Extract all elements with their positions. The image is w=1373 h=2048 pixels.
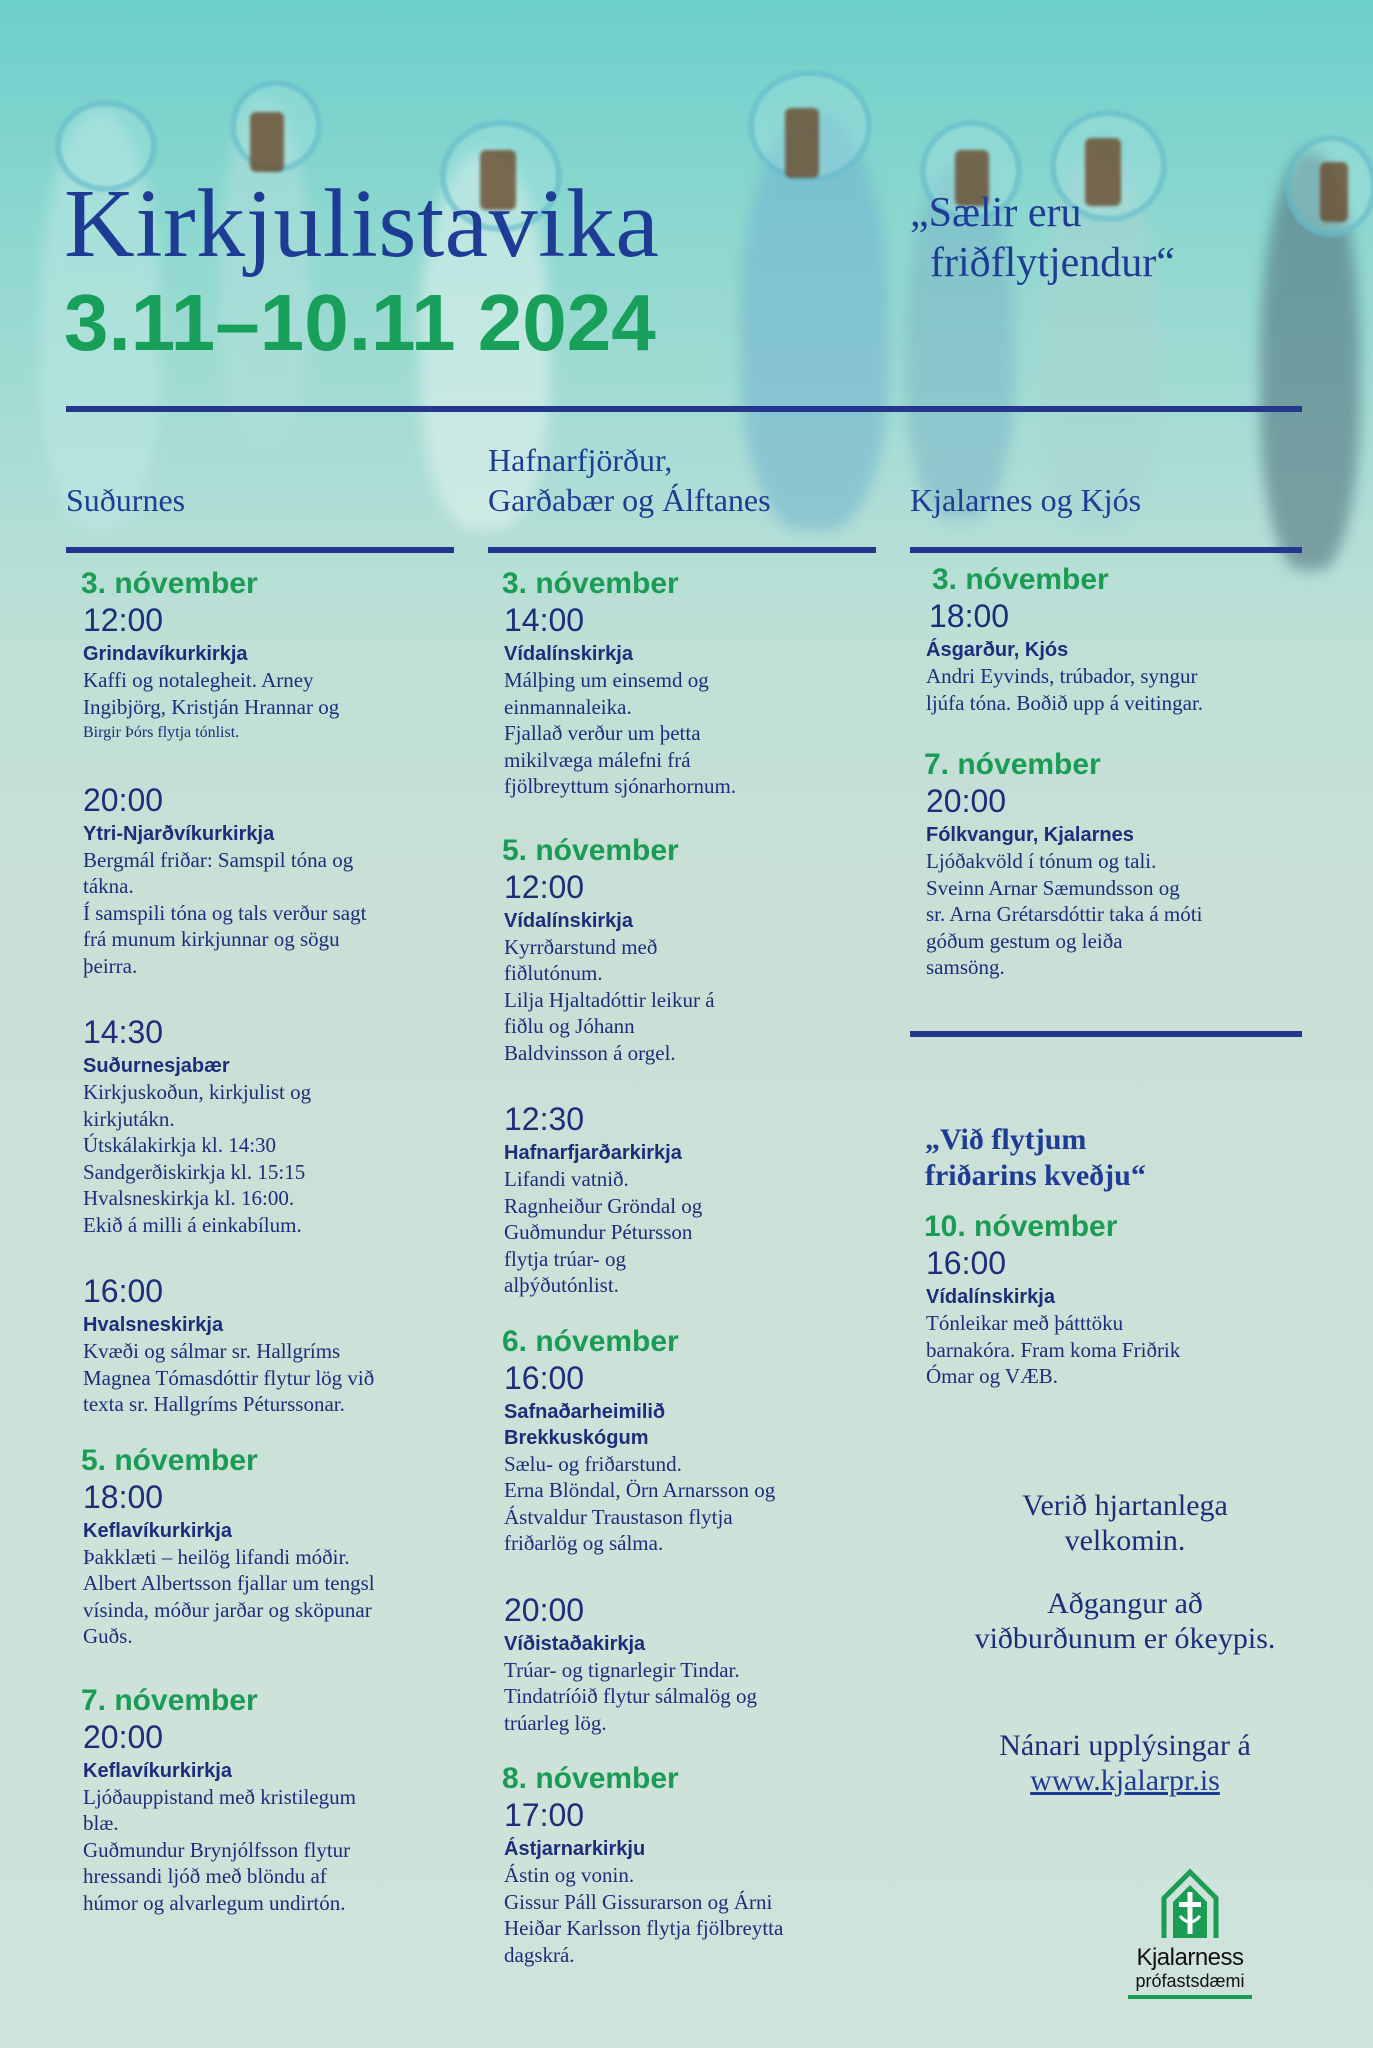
event-place: Safnaðarheimilið Brekkuskógum bbox=[504, 1400, 666, 1449]
event-day: 3. nóvember bbox=[81, 567, 258, 600]
event-time: 20:00 bbox=[83, 1718, 164, 1755]
event-time: 16:00 bbox=[504, 1359, 585, 1396]
event-time: 12:00 bbox=[83, 602, 164, 638]
event-item bbox=[83, 1684, 463, 1917]
event-description: Sælu- og friðarstund. Erna Blöndal, Örn Arnarsson og Ástvaldur Traustason flytja friðarlög og sálma. bbox=[504, 1451, 776, 1555]
event-item bbox=[926, 563, 1326, 716]
event-description: Málþing um einsemd og einmannaleika. Fjallað verður um þetta mikilvæga málefni frá fjölbreyttum sjónarhornum. bbox=[504, 668, 737, 798]
event-day: 5. nóvember bbox=[81, 1443, 258, 1477]
event-item bbox=[83, 1272, 463, 1418]
event-time: 18:00 bbox=[929, 598, 1010, 634]
event-place: Víðistaðakirkja bbox=[504, 1632, 646, 1655]
welcome-line: Verið hjartanlega bbox=[1022, 1489, 1228, 1522]
event-description: Kyrrðarstund með fiðlutónum. Lilja Hjaltadóttir leikur á fiðlu og Jóhann Baldvinsson á orgel. bbox=[504, 934, 715, 1065]
column-heading-line: Garðabær og Álftanes bbox=[488, 482, 771, 518]
event-description: Birgir Þórs flytja tónlist. bbox=[83, 724, 240, 741]
event-item bbox=[83, 1013, 463, 1238]
quote-line: „Við flytjum bbox=[925, 1123, 1087, 1156]
event-description: Lifandi vatnið. Ragnheiður Gröndal og Guðmundur Pétursson flytja trúar- og alþýðutónlist. bbox=[504, 1167, 703, 1297]
event-day: 8. nóvember bbox=[502, 1762, 679, 1795]
event-place: Suðurnesjabær bbox=[83, 1055, 230, 1077]
free-admission-line: viðburðunum er ókeypis. bbox=[974, 1622, 1276, 1655]
website-link[interactable]: www.kjalarpr.is bbox=[1030, 1764, 1220, 1797]
church-cross-icon bbox=[1160, 1868, 1220, 1940]
event-place: Ásgarður, Kjós bbox=[926, 639, 1069, 661]
divider bbox=[66, 547, 454, 553]
event-day: 5. nóvember bbox=[502, 833, 679, 867]
event-time: 14:00 bbox=[504, 602, 585, 638]
event-item bbox=[504, 567, 894, 800]
painted-face bbox=[250, 112, 284, 172]
event-description: Trúar- og tignarlegir Tindar. Tindatríóið flytur sálmalög og trúarleg lög. bbox=[504, 1657, 757, 1735]
event-description: Ástin og vonin. Gissur Páll Gissurarson og Árni Heiðar Karlsson flytja fjölbreytta dagskrá. bbox=[504, 1863, 784, 1967]
event-place: Ytri-Njarðvíkurkirkja bbox=[83, 822, 275, 845]
event-time: 18:00 bbox=[83, 1478, 164, 1515]
event-dates: 3.11–10.11 2024 bbox=[64, 278, 656, 367]
divider bbox=[910, 1031, 1302, 1037]
quote-line: friðarins kveðju“ bbox=[925, 1159, 1146, 1192]
event-item bbox=[926, 748, 1326, 981]
painted-face bbox=[1320, 162, 1348, 222]
event-place: Vídalínskirkja bbox=[926, 1286, 1055, 1308]
event-item bbox=[83, 567, 463, 747]
divider bbox=[488, 547, 876, 553]
event-time: 16:00 bbox=[83, 1273, 164, 1309]
event-day: 7. nóvember bbox=[924, 748, 1101, 781]
event-day: 6. nóvember bbox=[502, 1324, 679, 1358]
logo-subtitle: prófastsdæmi bbox=[1135, 1971, 1245, 1991]
event-item bbox=[504, 834, 894, 1067]
event-place: Vídalínskirkja bbox=[504, 643, 633, 665]
more-info bbox=[890, 1728, 1360, 1798]
event-day: 3. nóvember bbox=[932, 563, 1109, 596]
event-item bbox=[83, 781, 463, 980]
event-place: Hafnarfjarðarkirkja bbox=[504, 1142, 682, 1164]
column-heading-kjalarnes: Kjalarnes og Kjós bbox=[910, 482, 1142, 518]
divider bbox=[66, 406, 1302, 412]
event-description: Kaffi og notalegheit. Arney Ingibjörg, Kristján Hrannar og bbox=[83, 668, 340, 719]
event-description: Kvæði og sálmar sr. Hallgríms Magnea Tómasdóttir flytur lög við texta sr. Hallgríms Péturssonar. bbox=[83, 1339, 375, 1416]
column-heading-sudurnes: Suðurnes bbox=[66, 482, 186, 518]
event-day: 10. nóvember bbox=[924, 1210, 1118, 1243]
event-time: 20:00 bbox=[83, 781, 164, 818]
column-hafnarfjordur bbox=[504, 567, 894, 2002]
event-time: 20:00 bbox=[926, 783, 1007, 819]
free-admission-text bbox=[890, 1586, 1360, 1656]
logo bbox=[1128, 1868, 1252, 1999]
logo-name: Kjalarness bbox=[1136, 1944, 1244, 1971]
event-description: Ljóðakvöld í tónum og tali. Sveinn Arnar Sæmundsson og sr. Arna Grétarsdóttir taka á móti góðum gestum og leiða samsöng. bbox=[926, 849, 1203, 979]
divider bbox=[910, 547, 1302, 553]
event-item bbox=[504, 1762, 894, 1968]
event-place: Keflavíkurkirkja bbox=[83, 1519, 232, 1542]
event-place: Keflavíkurkirkja bbox=[83, 1759, 232, 1782]
welcome-text bbox=[890, 1488, 1360, 1558]
event-place: Grindavíkurkirkja bbox=[83, 643, 248, 665]
event-time: 20:00 bbox=[504, 1591, 585, 1628]
more-info-label: Nánari upplýsingar á bbox=[999, 1729, 1251, 1762]
final-event bbox=[926, 1210, 1326, 1390]
event-place: Hvalsneskirkja bbox=[83, 1314, 224, 1336]
event-time: 16:00 bbox=[926, 1245, 1007, 1281]
closing-quote bbox=[925, 1122, 1146, 1194]
event-description: Bergmál friðar: Samspil tóna og tákna. Í samspili tóna og tals verður sagt frá munum kirkjunnar og sögu þeirra. bbox=[83, 847, 367, 978]
motto-quote bbox=[910, 188, 1175, 288]
free-admission-line: Aðgangur að bbox=[1047, 1587, 1203, 1620]
event-place: Vídalínskirkja bbox=[504, 909, 633, 932]
page-title: Kirkjulistavika bbox=[64, 170, 660, 278]
event-place: Ástjarnarkirkju bbox=[504, 1838, 646, 1860]
event-time: 12:00 bbox=[504, 868, 585, 905]
event-time: 14:30 bbox=[83, 1014, 164, 1050]
column-heading-line: Hafnarfjörður, bbox=[488, 442, 673, 478]
event-item bbox=[504, 1325, 894, 1557]
welcome-line: velkomin. bbox=[1064, 1524, 1186, 1557]
event-day: 7. nóvember bbox=[81, 1683, 258, 1717]
event-description: Þakklæti – heilög lifandi móðir. Albert Albertsson fjallar um tengsl vísinda, móður jarðar og sköpunar Guðs. bbox=[83, 1544, 375, 1648]
logo-underline bbox=[1128, 1995, 1252, 1999]
column-sudurnes bbox=[83, 567, 463, 1950]
event-time: 12:30 bbox=[504, 1101, 585, 1137]
motto-line: friðflytjendur“ bbox=[930, 240, 1175, 286]
event-description: Tónleikar með þátttöku barnakóra. Fram koma Friðrik Ómar og VÆB. bbox=[926, 1311, 1181, 1388]
event-place: Fólkvangur, Kjalarnes bbox=[926, 824, 1134, 846]
event-day: 3. nóvember bbox=[502, 567, 679, 600]
event-item bbox=[504, 1591, 894, 1737]
event-time: 17:00 bbox=[504, 1797, 585, 1833]
event-description: Andri Eyvinds, trúbador, syngur ljúfa tóna. Boðið upp á veitingar. bbox=[926, 664, 1204, 715]
event-description: Ljóðauppistand með kristilegum blæ. Guðmundur Brynjólfsson flytur hressandi ljóð með blöndu af húmor og alvarlegum undirtón. bbox=[83, 1784, 356, 1915]
painted-face bbox=[785, 108, 819, 178]
event-item bbox=[83, 1444, 463, 1650]
column-heading-hafnarfjordur bbox=[488, 440, 771, 520]
column-kjalarnes bbox=[926, 563, 1326, 1015]
event-description: Kirkjuskoðun, kirkjulist og kirkjutákn. Útskálakirkja kl. 14:30 Sandgerðiskirkja kl. 15:15 Hvalsneskirkja kl. 16:00. Ekið á milli á einkabílum. bbox=[83, 1080, 312, 1237]
event-item bbox=[504, 1100, 894, 1299]
motto-line: „Sælir eru bbox=[910, 190, 1082, 236]
